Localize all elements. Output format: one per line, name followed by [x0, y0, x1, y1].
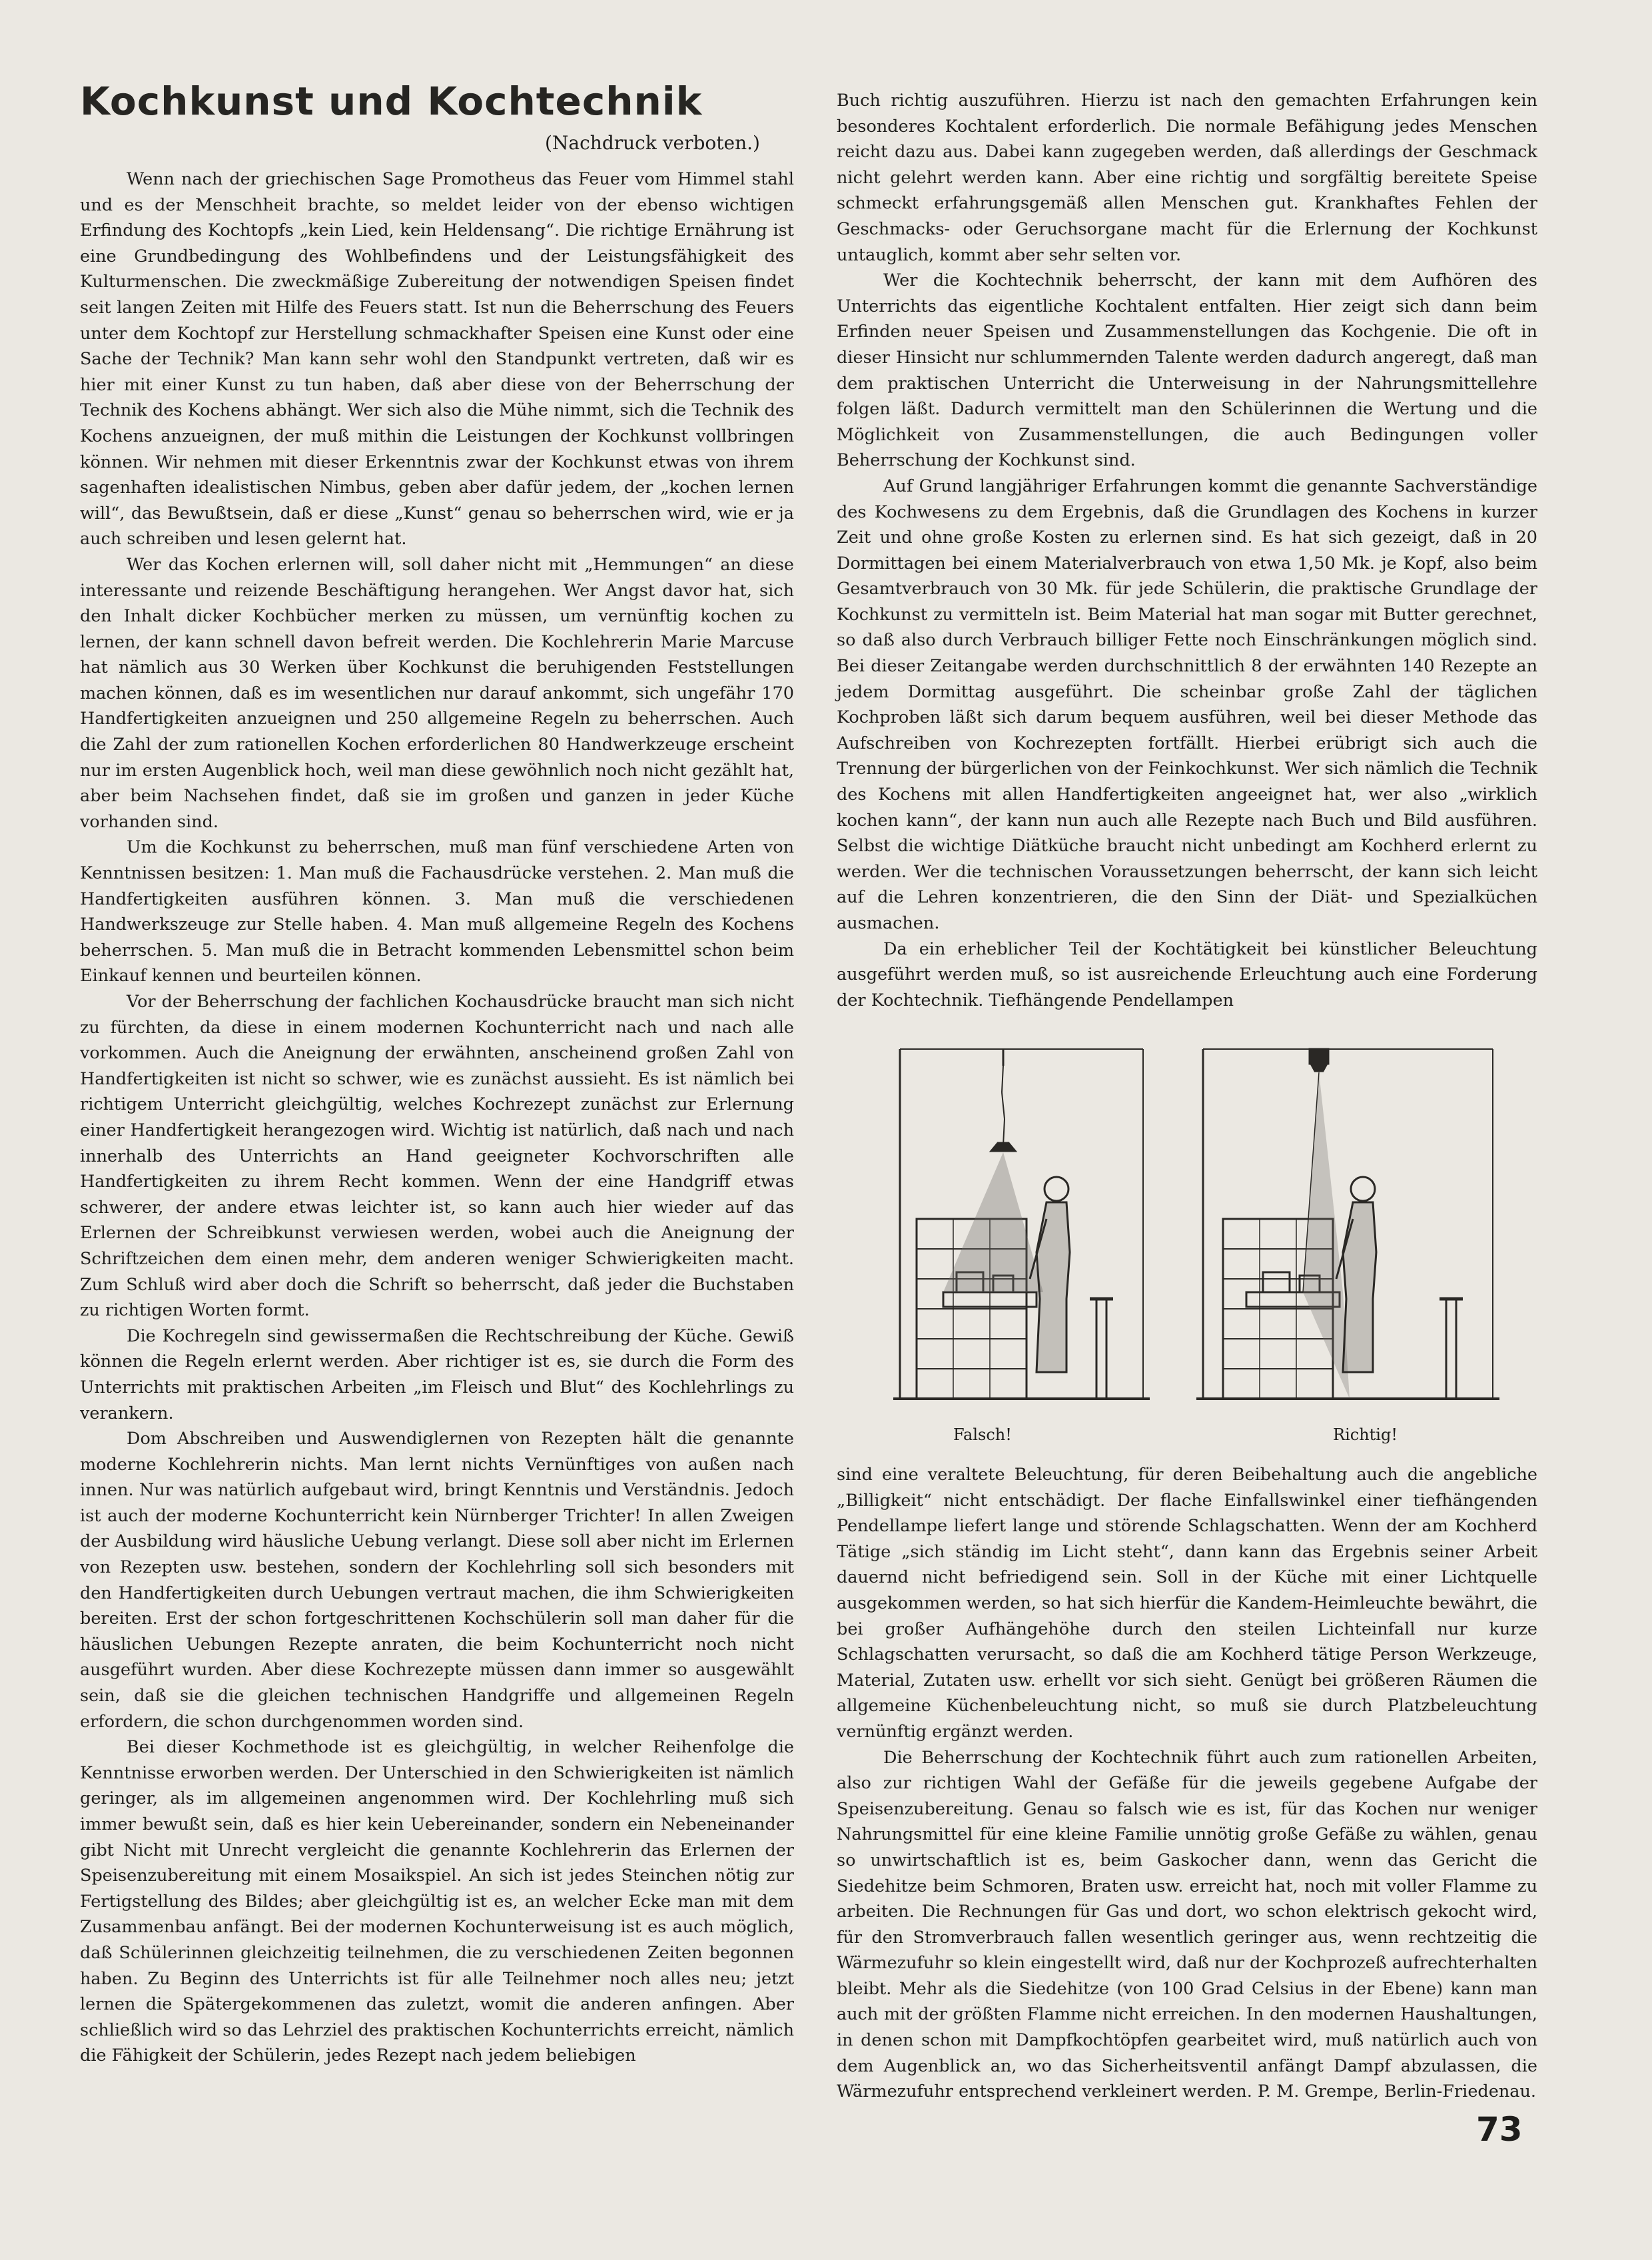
paragraph: Vor der Beherrschung der fachlichen Kochausdrücke braucht man sich nicht zu fürchten, da diese in einem modernen Kochunterricht nach und nach alle vorkommen. Auch die Aneignung der erwähnten, anscheinend großen Zahl von Handfertigkeiten ist nicht so schwer, wie es zunächst aussieht. Es ist nämlich bei richtigem Unterricht gleichgültig, welches Kochrezept zunächst zur Erlernung einer Handfertigkeit herangezogen wird. Wichtig ist natürlich, daß nach und nach innerhalb des Unterrichts an Hand geeigneter Kochvorschriften alle Handfertigkeiten zu ihrem Recht kommen. Wenn der eine Handgriff etwas schwerer, der andere etwas leichter ist, so kann auch hier wieder auf das Erlernen der Schreibkunst verwiesen werden, wobei auch die Aneignung der Schriftzeichen dem einen mehr, dem anderen weniger Schwierigkeiten macht. Zum Schluß wird aber doch die Schrift so beherrscht, daß jeder die Buchstaben zu richtigen Worten formt.: [80, 992, 794, 1321]
paragraph: Da ein erheblicher Teil der Kochtätigkeit bei künstlicher Beleuchtung ausgeführt werden muß, so ist ausreichende Erleuchtung auch eine Forderung der Kochtechnik. Tiefhängende Pendellampen: [837, 939, 1537, 1010]
paragraph: Um die Kochkunst zu beherrschen, muß man fünf verschiedene Arten von Kenntnissen besitzen: 1. Man muß die Fachausdrücke verstehen. 2. Man muß die Handfertigkeiten ausführen können. 3. Man muß die verschiedenen Handwerkszeuge zur Stelle haben. 4. Man muß allgemeine Regeln des Kochens beherrschen. 5. Man muß die in Betracht kommenden Lebensmittel schon beim Einkauf kennen und beurteilen können.: [80, 837, 794, 986]
paragraph: Dom Abschreiben und Auswendiglernen von Rezepten hält die genannte moderne Kochlehrerin nichts. Man lernt nichts Vernünftiges von außen nach innen. Nur was natürlich aufgebaut wird, bringt Kenntnis und Verständnis. Jedoch ist auch der moderne Kochunterricht kein Nürnberger Trichter! In allen Zweigen der Ausbildung wird häusliche Uebung verlangt. Diese soll aber nicht im Erlernen von Rezepten usw. bestehen, sondern der Kochlehrling soll sich besonders mit den Handfertigkeiten durch Uebungen vertraut machen, die ihm Schwierigkeiten bereiten. Erst der schon fortgeschrittenen Kochschülerin soll man daher für die häuslichen Uebungen Rezepte anraten, die beim Kochunterricht noch nicht ausgeführt wurden. Aber diese Kochrezepte müssen dann immer so ausgewählt sein, daß sie die gleichen technischen Handgriffe und allgemeinen Regeln erfordern, die schon durchgenommen worden sind.: [80, 1429, 794, 1732]
paragraph: Buch richtig auszuführen. Hierzu ist nach den gemachten Erfahrungen kein besonderes Kochtalent erforderlich. Die normale Befähigung jedes Menschen reicht dazu aus. Dabei kann zugegeben werden, daß allerdings der Geschmack nicht gelehrt werden kann. Aber eine richtig und sorgfältig bereitete Speise schmeckt erfahrungsgemäß allen Menschen gut. Krankhaftes Fehlen der Geschmacks- oder Geruchsorgane macht für die Erlernung der Kochkunst untauglich, kommt aber sehr selten vor.: [837, 91, 1537, 265]
paragraph: Die Kochregeln sind gewissermaßen die Rechtschreibung der Küche. Gewiß können die Regeln erlernt werden. Aber richtiger ist es, sie durch die Form des Unterrichts mit praktischen Arbeiten „im Fleisch und Blut“ des Kochlehrlings zu verankern.: [80, 1325, 794, 1423]
paragraph: Auf Grund langjähriger Erfahrungen kommt die genannte Sachverständige des Kochwesens zu dem Ergebnis, daß die Grundlagen des Kochens in kurzer Zeit und ohne große Kosten zu erlernen sind. Es hat sich gezeigt, daß in 20 Dormittagen bei einem Materialverbrauch von etwa 1,50 Mk. je Kopf, also beim Gesamtverbrauch von 30 Mk. für jede Schülerin, die praktische Grundlage der Kochkunst zu vermitteln ist. Beim Material hat man sogar mit Butter gerechnet, so daß also durch Verbrauch billiger Fette noch Einschränkungen möglich sind. Bei dieser Zeitangabe werden durchschnittlich 8 der erwähnten 140 Rezepte an jedem Dormittag ausgeführt. Die scheinbar große Zahl der täglichen Kochproben läßt sich darum bequem ausführen, weil bei dieser Methode das Aufschreiben von Kochrezepten fortfällt. Hierbei erübrigt sich auch die Trennung der bürgerlichen von der Feinkochkunst. Wer sich nämlich die Technik des Kochens mit allen Handfertigkeiten angeeignet hat, wer also „wirklich kochen kann“, der kann nun auch alle Rezepte nach Buch und Bild ausführen. Selbst die wichtige Diätküche braucht nicht unbedingt am Kochherd erlernt zu werden. Wer die technischen Voraussetzungen beherrscht, der kann sich leicht auf die Lehren konzentrieren, die den Sinn der Diät- und Spezialküchen ausmachen.: [837, 476, 1537, 933]
paragraph: Bei dieser Kochmethode ist es gleichgültig, in welcher Reihenfolge die Kenntnisse erworben werden. Der Unterschied in den Schwierigkeiten ist nämlich geringer, als im allgemeinen angenommen wird. Der Kochlehrling muß sich immer bewußt sein, daß es hier kein Uebereinander, sondern ein Nebeneinander gibt Nicht mit Unrecht vergleicht die genannte Kochlehrerin das Erlernen der Speisenzubereitung mit einem Mosaikspiel. An sich ist jedes Steinchen nötig zur Fertigstellung des Bildes; aber gleichgültig ist es, an welcher Ecke man mit dem Zusammenbau anfängt. Bei der modernen Kochunterweisung ist es auch möglich, daß Schülerinnen gleichzeitig teilnehmen, die zu verschiedenen Zeiten begonnen haben. Zu Beginn des Unterrichts ist für alle Teilnehmer noch alles neu; jetzt lernen die Spätergekommenen das zuletzt, womit die anderen anfingen. Aber schließlich wird so das Lehrziel des praktischen Kochunterrichts erreicht, nämlich die Fähigkeit der Schülerin, jedes Rezept nach jedem beliebigen: [80, 1737, 794, 2066]
caption-wrong: Falsch!: [953, 1425, 1012, 1444]
caption-right: Richtig!: [1333, 1425, 1398, 1444]
kitchen-lighting-drawing: [837, 1019, 1537, 1419]
paragraph: Die Beherrschung der Kochtechnik führt auch zum rationellen Arbeiten, also zur richtigen Wahl der Gefäße für die jeweils gegebene Aufgabe der Speisenzubereitung. Genau so falsch wie es ist, für das Kochen nur weniger Nahrungsmittel für eine kleine Familie unnötig große Gefäße zu wählen, genau so unwirtschaftlich ist es, beim Gaskocher dann, wenn das Gericht die Siedehitze beim Schmoren, Braten usw. erreicht hat, noch mit voller Flamme zu arbeiten. Die Rechnungen für Gas und dort, wo schon elektrisch gekocht wird, für den Stromverbrauch fallen wesentlich geringer aus, wenn rechtzeitig die Wärmezufuhr so klein eingestellt wird, daß nur der Kochprozeß aufrechterhalten bleibt. Mehr als die Siedehitze (von 100 Grad Celsius in der Ebene) kann man auch mit der größten Flamme nicht erreichen. In den modernen Haushaltungen, in denen schon mit Dampfkochtöpfen gearbeitet wird, muß natürlich auch von dem Augenblick an, wo das Sicherheitsventil anfängt Dampf abzulassen, die Wärmezufuhr entsprechend verkleinert werden. P. M. Grempe, Berlin-Friedenau.: [837, 1747, 1537, 2102]
paragraph: Wer die Kochtechnik beherrscht, der kann mit dem Aufhören des Unterrichts das eigentliche Kochtalent entfalten. Hier zeigt sich dann beim Erfinden neuer Speisen und Zusammenstellungen das Kochgenie. Die oft in dieser Hinsicht nur schlummernden Talente werden dadurch angeregt, daß man dem praktischen Unterricht die Unterweisung in der Nahrungsmittellehre folgen läßt. Dadurch vermittelt man den Schülerinnen die Wertung und die Möglichkeit von Zusammenstellungen, die auch Bedingungen voller Beherrschung der Kochkunst sind.: [837, 270, 1537, 471]
page-number: 73: [1476, 2110, 1523, 2149]
right-column-top: [837, 88, 1537, 1013]
reprint-note: (Nachdruck verboten.): [545, 132, 760, 154]
left-column: [80, 167, 794, 2069]
paragraph: Wer das Kochen erlernen will, soll daher nicht mit „Hemmungen“ an diese interessante und reizende Beschäftigung herangehen. Wer Angst davor hat, sich den Inhalt dicker Kochbücher merken zu müssen, um vernünftig kochen zu lernen, der kann schnell davon befreit werden. Die Kochlehrerin Marie Marcuse hat nämlich aus 30 Werken über Kochkunst die beruhigenden Feststellungen machen können, daß es im wesentlichen nur darauf ankommt, sich ungefähr 170 Handfertigkeiten anzueignen und 250 allgemeine Regeln zu beherrschen. Auch die Zahl der zum rationellen Kochen erforderlichen 80 Handwerkzeuge erscheint nur im ersten Augenblick hoch, weil man diese gewöhnlich noch nicht gezählt hat, aber beim Nachsehen findet, daß sie im großen und ganzen in jeder Küche vorhanden sind.: [80, 554, 794, 832]
article-title: Kochkunst und Kochtechnik: [80, 79, 703, 124]
paragraph: sind eine veraltete Beleuchtung, für deren Beibehaltung auch die angebliche „Billigkeit“ nicht entschädigt. Der flache Einfallswinkel einer tiefhängenden Pendellampe liefert lange und störende Schlagschatten. Wenn der am Kochherd Tätige „sich ständig im Licht steht“, dann kann das Ergebnis seiner Arbeit dauernd nicht befriedigend sein. Soll in der Küche mit einer Lichtquelle ausgekommen werden, so hat sich hierfür die Kandem-Heimleuchte bewährt, die bei großer Aufhängehöhe durch den steilen Lichteinfall nur kurze Schlagschatten verursacht, so daß die am Kochherd tätige Person Werkzeuge, Material, Zutaten usw. erhellt vor sich sieht. Genügt bei größeren Räumen die allgemeine Küchenbeleuchtung nicht, so muß sie durch Platzbeleuchtung vernünftig ergänzt werden.: [837, 1465, 1537, 1742]
right-column-bottom: [837, 1462, 1537, 2105]
paragraph: Wenn nach der griechischen Sage Promotheus das Feuer vom Himmel stahl und es der Menschheit brachte, so meldet leider von der ebenso wichtigen Erfindung des Kochtopfs „kein Lied, kein Heldensang“. Die richtige Ernährung ist eine Grundbedingung des Wohlbefindens und der Leistungsfähigkeit des Kulturmenschen. Die zweckmäßige Zubereitung der notwendigen Speisen findet seit langen Zeiten mit Hilfe des Feuers statt. Ist nun die Beherrschung des Feuers unter dem Kochtopf zur Herstellung schmackhafter Speisen eine Kunst oder eine Sache der Technik? Man kann sehr wohl den Standpunkt vertreten, daß wir es hier mit einer Kunst zu tun haben, daß aber diese von der Beherrschung der Technik des Kochens abhängt. Wer sich also die Mühe nimmt, sich die Technik des Kochens anzueignen, der muß mithin die Leistungen der Kochkunst vollbringen können. Wir nehmen mit dieser Erkenntnis zwar der Kochkunst etwas von ihrem sagenhaften idealistischen Nimbus, geben aber dafür jedem, der „kochen lernen will“, das Bewußtsein, daß er diese „Kunst“ genau so beherrschen wird, wie er ja auch schreiben und lesen gelernt hat.: [80, 169, 794, 550]
kitchen-lighting-illustration: [837, 1019, 1537, 1452]
